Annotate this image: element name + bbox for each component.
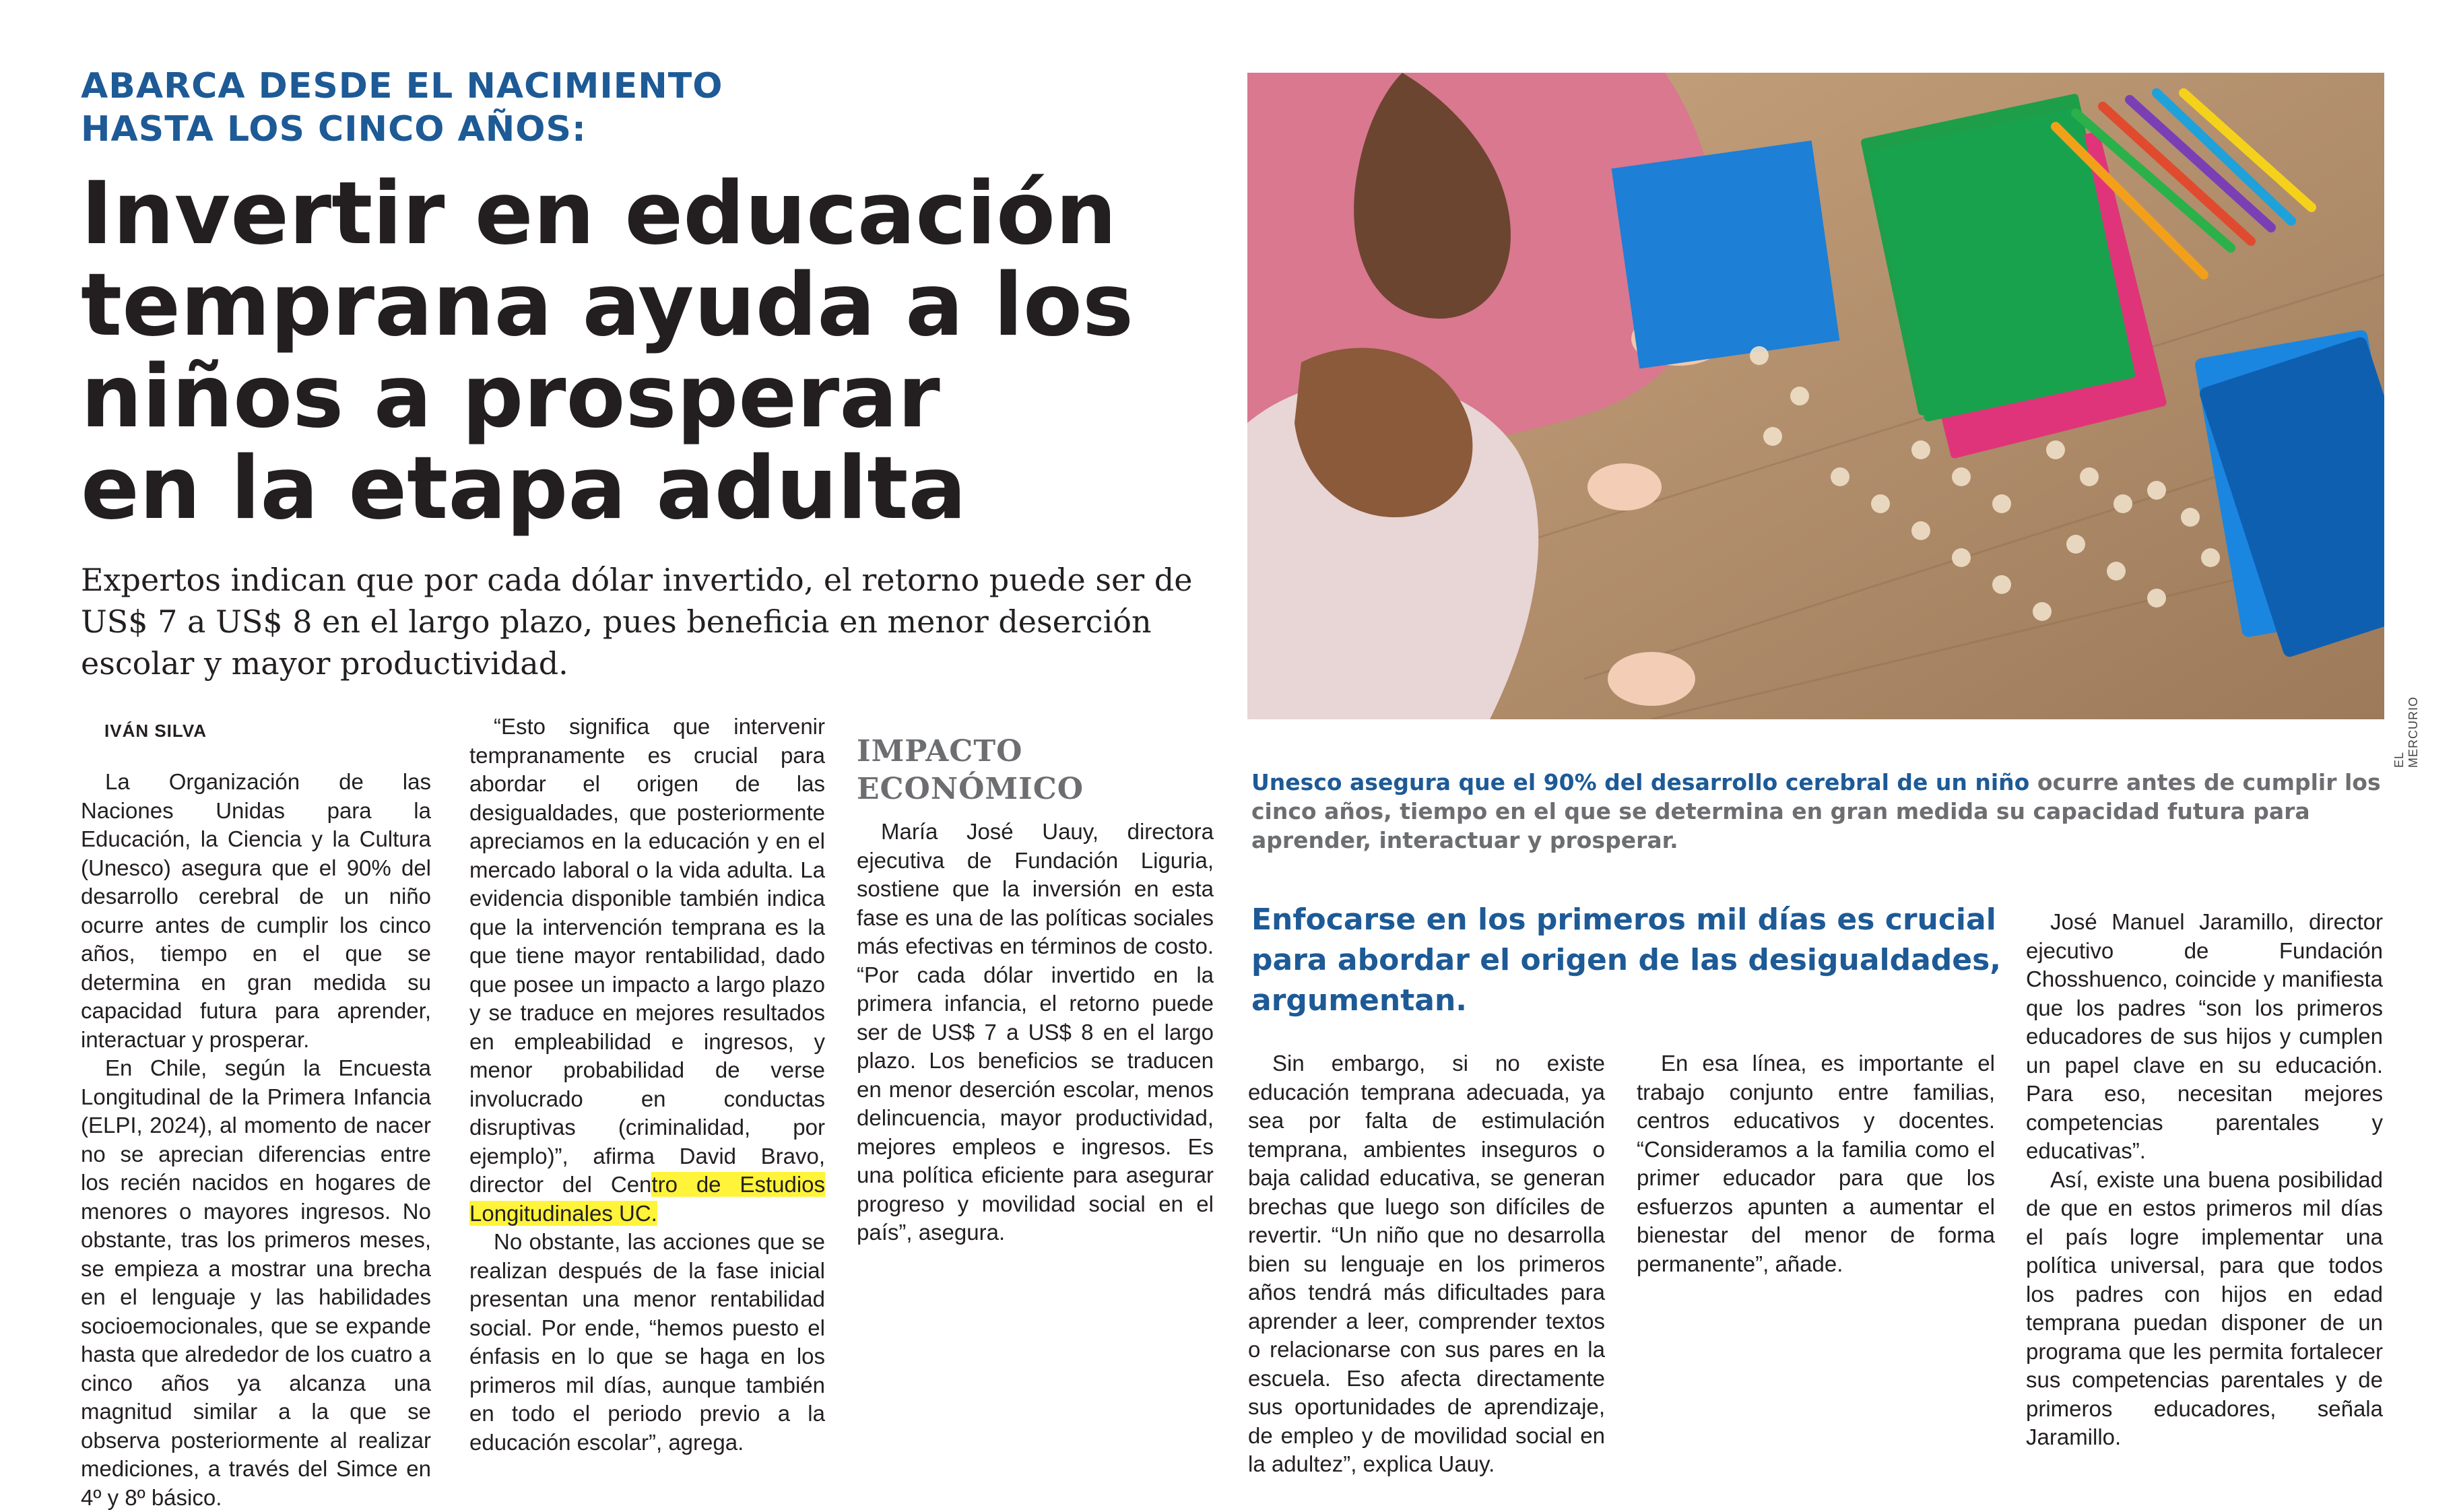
headline [81,164,1226,539]
body-column-5 [1637,1049,1995,1278]
body-paragraph-4: No obstante, las acciones que se realizan después de la fase inicial presentan una menor rentabilidad social. Por ende, “hemos puesto el énfasis en lo que se haga en los primeros mil días, aunque también en todo el periodo previo a la educación escolar”, agrega. [469,1229,825,1455]
body-paragraph-8: José Manuel Jaramillo, director ejecutivo de Fundación Chosshuenco, coincide y manifiesta que los padres “son los primeros educadores de sus hijos y cumplen un papel clave en su educación. Para eso, necesitan mejores competencias parentales y educativas”. [2026,909,2383,1163]
body-paragraph-7: En esa línea, es importante el trabajo conjunto entre familias, centros educativos y docentes. “Consideramos a la familia como el primer educador para que los esfuerzos apunten a aumentar el bienestar del menor de forma permanente”, añade. [1637,1051,1995,1276]
deck: Expertos indican que por cada dólar invertido, el retorno puede ser de US$ 7 a US$ 8 en el largo plazo, pues beneficia en menor deserción escolar y mayor productividad. [81,562,1193,682]
body-column-2 [469,713,825,1457]
byline: IVÁN SILVA [104,721,207,741]
body-paragraph-2: En Chile, según la Encuesta Longitudinal de la Primera Infancia (ELPI, 2024), al momento de nacer no se aprecian diferencias entre los recién nacidos en hogares de menores o mayores ingresos. No obstante, tras los primeros meses, se empieza a mostrar una brecha en el lenguaje y las habilidades socioemocionales, que se expande hasta que alrededor de los cuatro a cinco años ya alcanza una magnitud similar a la que se observa posteriormente al realizar mediciones, a través del Simce en 4º y 8º básico. [81,1055,431,1510]
caption-rest: ocurre antes de cumplir los cinco años, tiempo en el que se determina en gran medida su capacidad futura para aprender, interactuar y prosperar. [1251,769,2381,853]
subhead-line-1: IMPACTO [857,734,1023,768]
article-photo [1247,73,2384,719]
kicker-line-1: ABARCA DESDE EL NACIMIENTO [81,66,723,106]
photo-credit: EL MERCURIO [2392,696,2420,768]
pull-quote: Enfocarse en los primeros mil días es crucial para abordar el origen de las desigualdades, argumentan. [1251,902,2002,1018]
body-paragraph-6: Sin embargo, si no existe educación temprana adecuada, ya sea por falta de estimulación temprana, ambientes inseguros o baja calidad educativa, se generan brechas que luego son difíciles de revertir. “Un niño que no desarrolla bien su lenguaje en los primeros años tendrá más dificultades para aprender a leer, comprender textos o relacionarse con sus pares en la escuela. Eso afecta directamente sus oportunidades de aprendizaje, de empleo y de movilidad social en la adultez”, explica Uauy. [1248,1051,1605,1476]
body-paragraph-9: Así, existe una buena posibilidad de que en estos primeros mil días el país logre implementar una política universal, para que todos los padres con hijos en edad temprana puedan disponer de un programa que les permita fortalecer sus competencias parentales y de primeros educadores, señala Jaramillo. [2026,1166,2383,1449]
caption-lead: Unesco asegura que el 90% del desarrollo cerebral de un niño [1251,769,2030,795]
highlighted-text: tro de Estudios Longitudinales UC. [469,1172,826,1226]
kicker-line-2: HASTA LOS CINCO AÑOS: [81,109,587,150]
headline-line-3: niños a prosperar [81,347,940,447]
body-column-6 [2026,908,2383,1452]
body-paragraph-1: La Organización de las Naciones Unidas para la Educación, la Ciencia y la Cultura (Unesco) asegura que el 90% del desarrollo cerebral de un niño ocurre antes de cumplir los cinco años, tiempo en el que se determina en gran medida su capacidad futura para aprender, interactuar y prosperar. [81,769,431,1052]
body-column-1 [81,768,431,1512]
subhead-line-2: ECONÓMICO [857,772,1084,806]
photo-illustration [1247,73,2384,719]
body-paragraph-5: María José Uauy, directora ejecutiva de Fundación Liguria, sostiene que la inversión en esta fase es una de las políticas sociales más efectivas en términos de costo. “Por cada dólar invertido en la primera infancia, el retorno puede ser de US$ 7 a US$ 8 en el largo plazo. Los beneficios se traducen en menor deserción escolar, menos delincuencia, mayor productividad, mejores empleos e ingresos. Es una política eficiente para asegurar progreso y movilidad social en el país”, asegura. [857,819,1214,1245]
body-column-4 [1248,1049,1605,1479]
body-column-3 [857,709,1214,1247]
photo-caption [1251,768,2383,855]
headline-line-1: Invertir en educación [81,164,1117,264]
subhead-impacto-economico [857,733,1214,808]
kicker [81,65,1226,151]
body-paragraph-3-text: “Esto significa que intervenir tempranamente es crucial para abordar el origen de las desigualdades, que posteriormente apreciamos en la educación y en el mercado laboral o la vida adulta. La evidencia disponible también indica que la intervención temprana es la que tiene mayor rentabilidad, dado que posee un impacto a largo plazo y se traduce en mejores resultados en empleabilidad e ingresos, y menor probabilidad de verse involucrado en conductas disruptivas (criminalidad, por ejemplo)”, afirma David Bravo, director del Cen [469,714,825,1197]
body-paragraph-3 [469,713,825,1228]
headline-line-2: temprana ayuda a los [81,255,1134,356]
headline-line-4: en la etapa adulta [81,438,967,539]
